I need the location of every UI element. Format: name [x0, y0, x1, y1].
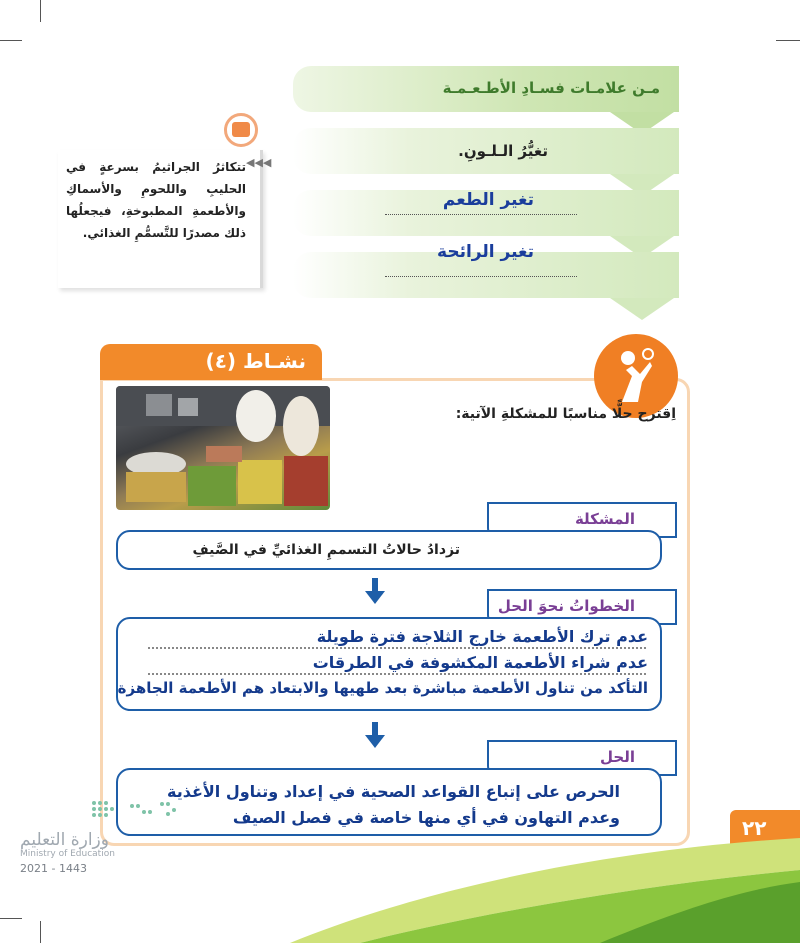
problem-label: المشكلة — [574, 510, 635, 528]
bottom-swoosh-decoration — [0, 830, 800, 943]
crop-mark — [776, 40, 800, 41]
answer-line — [148, 647, 646, 649]
sign-item-arrow — [610, 298, 674, 320]
step-line: التأكد من تناول الأطعمة مباشرة بعد طهيها والابتعاد هم الأطعمة الجاهزة — [117, 679, 648, 697]
ministry-logo-icon — [88, 798, 182, 820]
book-icon — [224, 113, 258, 147]
side-note-text: تتكاثرُ الجراثيمُ بسرعةٍ في الحليبِ واللحومِ والأسماكِ والأطعمةِ المطبوخةِ، فيجعلُها ذلك مصدرًا للتَّسمُّمِ الغذائي. — [66, 160, 246, 240]
solution-box — [116, 768, 662, 836]
step-line: عدم ترك الأطعمة خارج الثلاجة فترة طويلة — [316, 627, 648, 646]
signs-heading: مـن علامـات فسـادِ الأطـعـمـة — [442, 79, 660, 97]
solution-label: الحل — [600, 748, 635, 766]
note-marker-icon: ◀◀◀ — [246, 156, 272, 169]
down-arrow-icon — [363, 578, 387, 606]
answer-line — [385, 275, 577, 277]
ministry-year: 2021 - 1443 — [20, 862, 87, 875]
solution-line: وعدم التهاون في أي منها خاصة في فصل الصيف — [232, 808, 620, 827]
crop-mark — [0, 40, 22, 41]
step-line: عدم شراء الأطعمة المكشوفة في الطرقات — [312, 653, 648, 672]
activity-title: نشـاط (٤) — [205, 349, 306, 373]
activity-prompt: اِقترح حلًّا مناسبًا للمشكلةِ الآتية: — [455, 406, 676, 422]
activity-tab — [100, 344, 322, 380]
sign-item-taste: تغير الطعم — [442, 190, 534, 210]
food-buffet-photo — [116, 386, 330, 510]
ministry-name-ar: وزارة التعليم — [20, 830, 109, 850]
page-number: ٢٢ — [742, 816, 767, 840]
answer-line — [385, 213, 577, 215]
ministry-name-en: Ministry of Education — [20, 849, 115, 859]
side-note — [58, 150, 263, 288]
sign-item-color: تغيُّرُ الـلـونِ. — [458, 142, 548, 160]
down-arrow-icon — [363, 722, 387, 750]
solution-line: الحرص على إتباع القواعد الصحية في إعداد وتناول الأغذية — [166, 782, 620, 801]
crop-mark — [40, 0, 41, 22]
steps-label: الخطواتُ نحوَ الحل — [497, 597, 635, 615]
answer-line — [148, 673, 646, 675]
problem-text: تزدادُ حالاتُ التسممِ الغذائيِّ في الصَّيفِ — [192, 542, 460, 558]
problem-box — [116, 530, 662, 570]
steps-box — [116, 617, 662, 711]
sign-item-smell: تغير الرائحة — [437, 242, 534, 262]
